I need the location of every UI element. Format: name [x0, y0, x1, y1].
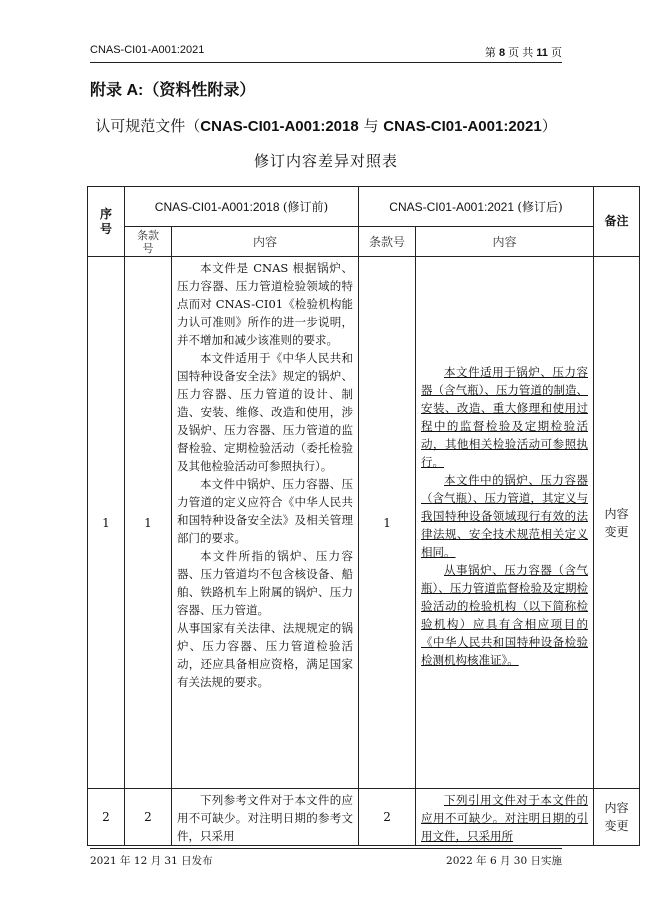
table-header-row	[88, 187, 640, 227]
col-clause-old-header: 条款号	[125, 227, 172, 257]
col-content-new-header: 内容	[416, 227, 594, 257]
page-indicator: 第 8 页 共 11 页	[484, 47, 562, 59]
appendix-title: 附录 A:（资料性附录）	[90, 82, 256, 99]
row-note: 内容变更	[594, 257, 640, 789]
page-header	[90, 44, 562, 60]
col-note-header: 备注	[594, 187, 640, 257]
document-subtitle: 修订内容差异对照表	[253, 152, 398, 170]
row-clause-new: 2	[359, 789, 416, 846]
col-new-version-header: CNAS-CI01-A001:2021 (修订后)	[359, 187, 594, 227]
row-content-new: 下列引用文件对于本文件的应用不可缺少。对注明日期的引用文件，只采用所	[416, 789, 594, 846]
comparison-table	[87, 186, 640, 846]
row-content-old: 下列参考文件对于本文件的应用不可缺少。对注明日期的参考文件，只采用	[172, 789, 359, 846]
col-seq-header: 序号	[88, 187, 125, 257]
row-content-new: 本文件适用于锅炉、压力容器（含气瓶）、压力管道的制造、安装、改造、重大修理和使用过程中的监督检验及定期检验活动，其他相关检验活动可参照执行。 本文件中的锅炉、压力容器（含气瓶）、压力管道，其定义与我国特种设备领域现行有效的法律法规、安全技术规范相关定义相同。 从事锅炉、压力容器（含气瓶）、压力管道监督检验及定期检验活动的检验机构（以下简称检验机构）应具有含相应项目的《中华人民共和国特种设备检验检测机构核准证》。	[416, 257, 594, 789]
row-clause-new: 1	[359, 257, 416, 789]
row-seq: 2	[88, 789, 125, 846]
row-seq: 1	[88, 257, 125, 789]
row-content-old: 本文件是 CNAS 根据锅炉、压力容器、压力管道检验领域的特点而对 CNAS-CI01《检验机构能力认可准则》所作的进一步说明，并不增加和减少该准则的要求。 本文件适用于《中华人民共和国特种设备安全法》规定的锅炉、压力容器、压力管道的设计、制造、安装、维修、改造和使用，涉及锅炉、压力容器、压力管道的监督检验、定期检验活动（委托检验及其他检验活动可参照执行）。 本文件中锅炉、压力容器、压力管道的定义应符合《中华人民共和国特种设备安全法》及相关管理部门的要求。 本文件所指的锅炉、压力容器、压力管道均不包含核设备、船舶、铁路机车上附属的锅炉、压力容器、压力管道。 从事国家有关法律、法规规定的锅炉、压力容器、压力管道检验活动，还应具备相应资格，满足国家有关法规的要求。	[172, 257, 359, 789]
table-row	[88, 789, 640, 846]
issue-date: 2021 年 12 月 31 日发布	[90, 855, 213, 867]
col-clause-new-header: 条款号	[359, 227, 416, 257]
table-subheader-row	[88, 227, 640, 257]
col-old-version-header: CNAS-CI01-A001:2018 (修订前)	[125, 187, 359, 227]
document-title: 认可规范文件（CNAS-CI01-A001:2018 与 CNAS-CI01-A001:2021）	[95, 117, 557, 135]
page-number: 8	[498, 47, 506, 59]
header-rule	[90, 62, 562, 63]
effective-date: 2022 年 6 月 30 日实施	[446, 855, 562, 867]
table-row	[88, 257, 640, 789]
doc-id: CNAS-CI01-A001:2021	[90, 44, 205, 56]
col-content-old-header: 内容	[172, 227, 359, 257]
row-clause-old: 1	[125, 257, 172, 789]
footer-rule	[90, 848, 562, 849]
page-total: 11	[536, 47, 548, 59]
row-note: 内容变更	[594, 789, 640, 846]
row-clause-old: 2	[125, 789, 172, 846]
